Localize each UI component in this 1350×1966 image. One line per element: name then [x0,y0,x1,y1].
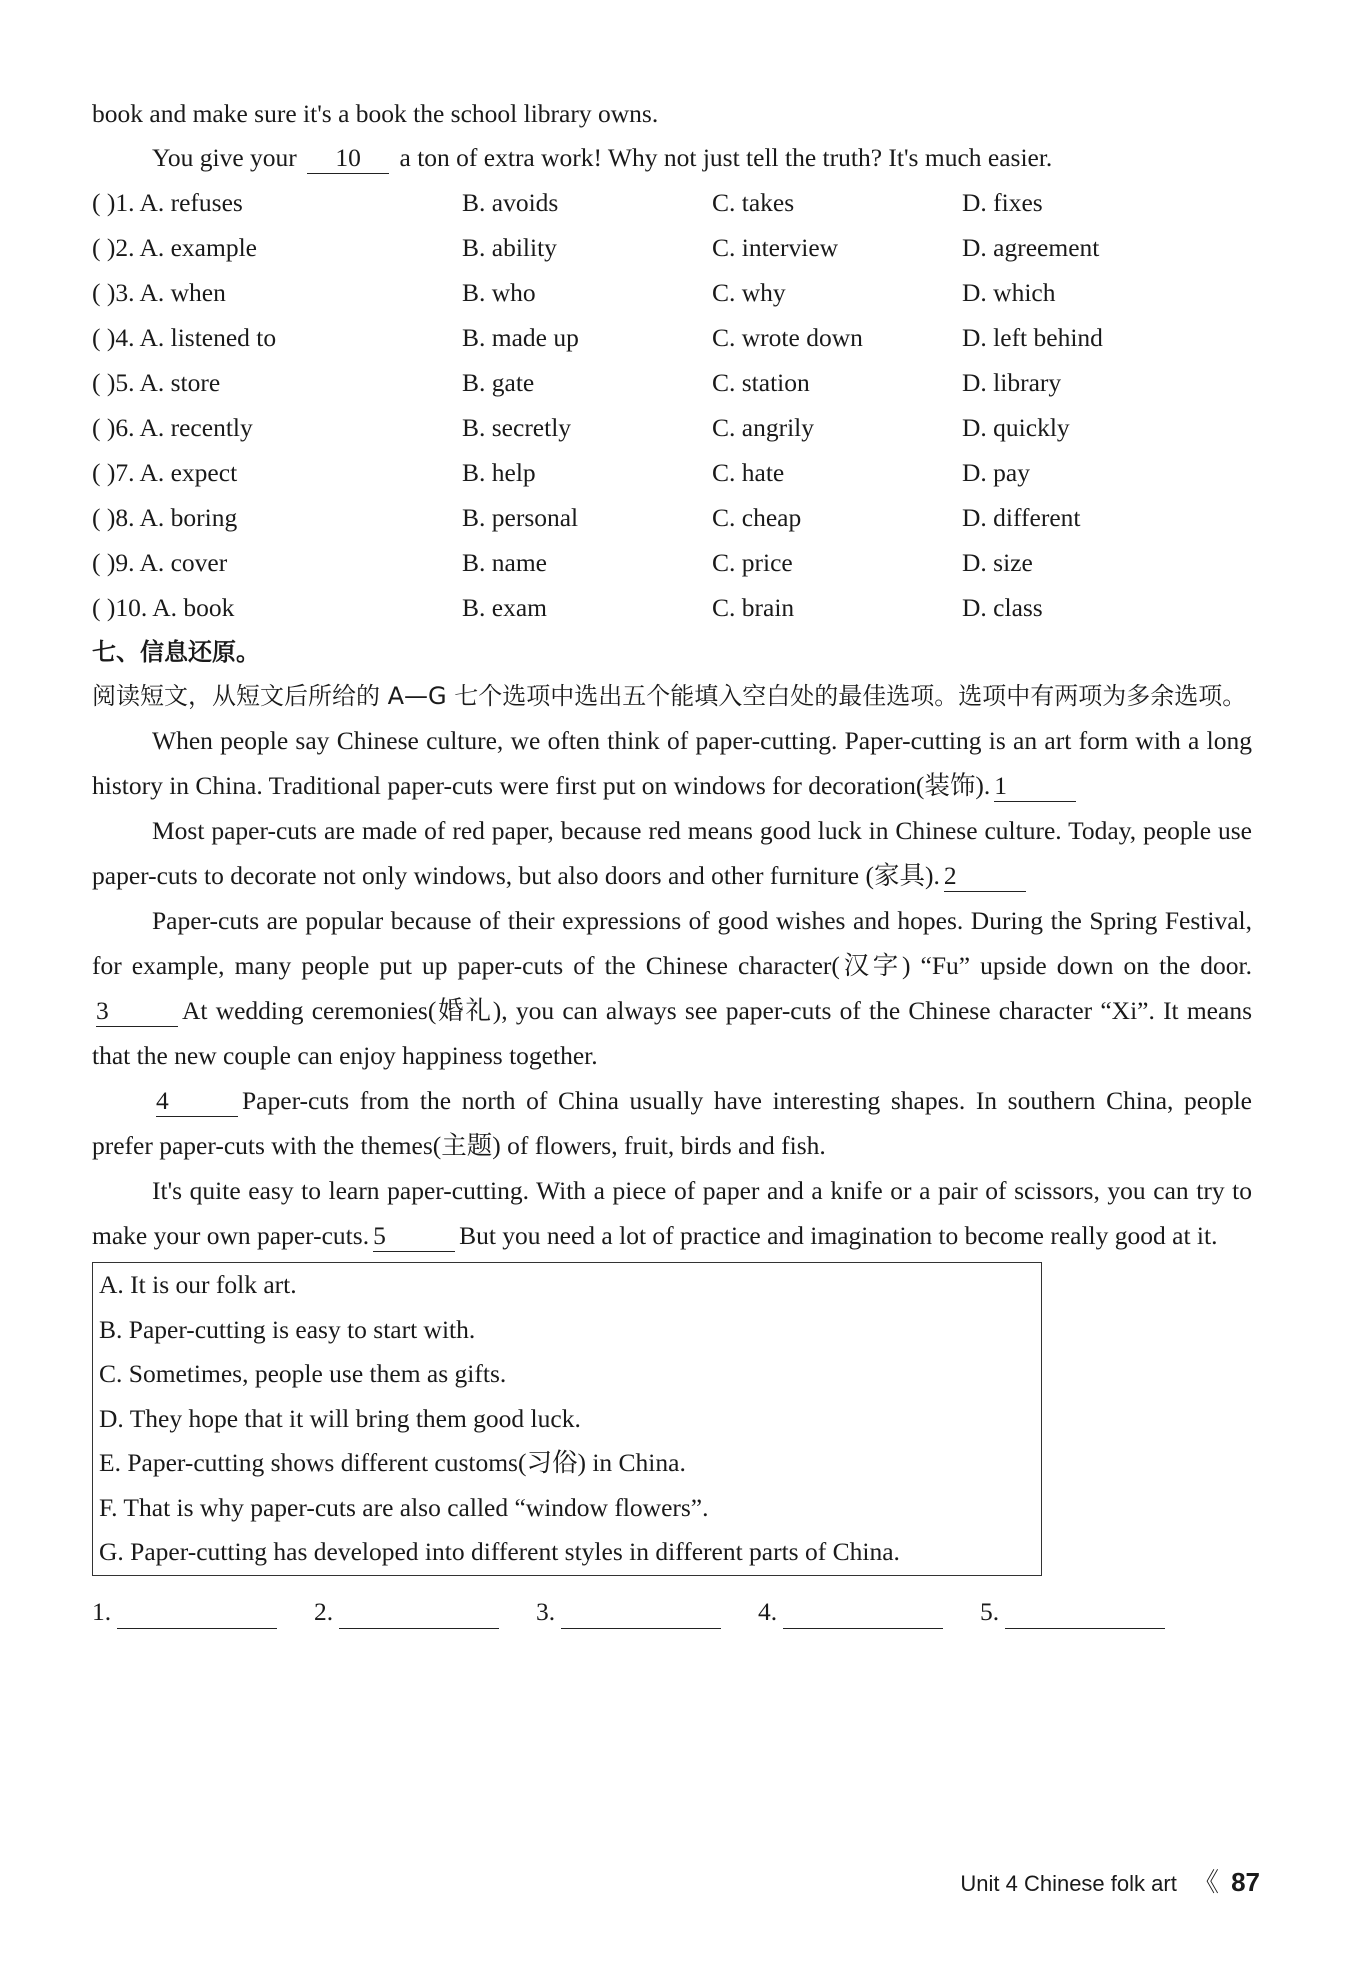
mcq-option-b: B. who [462,278,536,307]
mcq-option-c: C. interview [712,233,839,262]
mcq-row [92,585,1252,630]
passage-paragraph-2 [92,808,1252,898]
mcq-option-d: D. different [962,503,1081,532]
paragraph-text: Paper-cuts from the north of China usually have interesting shapes. In southern China, people prefer paper-cuts with the themes(主题) of flowers, fruit, birds and fish. [92,1086,1252,1160]
blank-3: 3 [96,996,178,1027]
option-c: C. Sometimes, people use them as gifts. [99,1359,507,1388]
mcq-option-d: D. left behind [962,323,1103,352]
intro-line-1: book and make sure it's a book the school library owns. [92,99,659,128]
page-number: 87 [1231,1867,1260,1897]
mcq-option-d: D. which [962,278,1056,307]
mcq-option-b: B. ability [462,233,557,262]
mcq-question: ( )3. A. when [92,278,226,307]
worksheet-page [92,92,1252,1634]
answer-label: 3. [536,1596,556,1626]
answer-label: 1. [92,1596,112,1626]
paragraph-text: But you need a lot of practice and imagination to become really good at it. [459,1221,1218,1250]
double-chevron-left-icon: 《 [1192,1867,1219,1897]
passage-paragraph-1 [92,718,1252,808]
answer-field-3[interactable] [561,1598,721,1629]
paragraph-text: Paper-cuts are popular because of their expressions of good wishes and hopes. During the Spring Festival, for example, many people put up paper-cuts of the Chinese character(汉字) “Fu” upside down on the door. [92,906,1252,980]
option-a: A. It is our folk art. [99,1270,297,1299]
mcq-row [92,540,1252,585]
mcq-option-b: B. made up [462,323,579,352]
answer-field-1[interactable] [117,1598,277,1629]
section-title: 七、信息还原。 [92,638,260,666]
option-g: G. Paper-cutting has developed into different styles in different parts of China. [99,1537,900,1566]
answer-5 [980,1590,1202,1634]
intro-line-2-before: You give your [152,143,297,172]
mcq-question: ( )4. A. listened to [92,323,277,352]
mcq-question: ( )6. A. recently [92,413,253,442]
answer-label: 4. [758,1596,778,1626]
mcq-option-b: B. secretly [462,413,572,442]
intro-line-2-after: a ton of extra work! Why not just tell the truth? It's much easier. [399,143,1053,172]
answer-field-2[interactable] [339,1598,499,1629]
answer-1 [92,1590,314,1634]
blank-5: 5 [373,1221,455,1252]
mcq-option-d: D. pay [962,458,1030,487]
passage-paragraph-5 [92,1168,1252,1258]
paragraph-text: At wedding ceremonies(婚礼), you can always see paper-cuts of the Chinese character “Xi”. It means that the new couple can enjoy happiness together. [92,996,1252,1070]
mcq-option-c: C. why [712,278,786,307]
mcq-option-c: C. station [712,368,810,397]
blank-2: 2 [944,861,1026,892]
answer-field-4[interactable] [783,1598,943,1629]
passage-paragraph-3 [92,898,1252,1078]
mcq-option-c: C. takes [712,188,795,217]
mcq-row [92,225,1252,270]
mcq-option-c: C. cheap [712,503,802,532]
mcq-option-d: D. quickly [962,413,1070,442]
option-e: E. Paper-cutting shows different customs(习俗) in China. [99,1448,686,1477]
footer-unit: Unit 4 [960,1871,1018,1896]
mcq-option-b: B. exam [462,593,547,622]
mcq-option-c: C. wrote down [712,323,863,352]
mcq-row [92,450,1252,495]
mcq-option-d: D. library [962,368,1062,397]
answer-label: 5. [980,1596,1000,1626]
options-box [92,1262,1042,1576]
paragraph-text: It's quite easy to learn paper-cutting. With a piece of paper and a knife or a pair of scissors, you can try to make your own paper-cuts. [92,1176,1252,1250]
answer-field-5[interactable] [1005,1598,1165,1629]
option-b: B. Paper-cutting is easy to start with. [99,1314,476,1344]
mcq-question: ( )8. A. boring [92,503,238,532]
mcq-question: ( )10. A. book [92,593,235,622]
mcq-row [92,495,1252,540]
mcq-option-b: B. name [462,548,547,577]
mcq-row [92,315,1252,360]
mcq-option-b: B. personal [462,503,579,532]
mcq-option-d: D. fixes [962,188,1043,217]
mcq-row [92,405,1252,450]
mcq-option-b: B. avoids [462,188,559,217]
mcq-option-d: D. class [962,593,1043,622]
answer-2 [314,1590,536,1634]
answer-3 [536,1590,758,1634]
mcq-row [92,270,1252,315]
intro-line-2 [92,136,1252,180]
mcq-question: ( )7. A. expect [92,458,238,487]
blank-10: 10 [307,143,389,174]
footer-topic: Chinese folk art [1023,1871,1177,1896]
mcq-option-c: C. price [712,548,793,577]
blank-1: 1 [994,771,1076,802]
page-footer [960,1862,1260,1902]
option-f: F. That is why paper-cuts are also called “window flowers”. [99,1492,709,1522]
mcq-question: ( )1. A. refuses [92,188,243,217]
passage-paragraph-4 [92,1078,1252,1168]
section-instruction: 阅读短文，从短文后所给的 A—G 七个选项中选出五个能填入空白处的最佳选项。选项中有两项为多余选项。 [92,682,1247,710]
mcq-row [92,360,1252,405]
answer-row [92,1590,1252,1634]
paragraph-text: When people say Chinese culture, we often think of paper-cutting. Paper-cutting is an art form with a long history in China. Traditional paper-cuts were first put on windows for decoration(装饰). [92,726,1252,800]
mcq-question: ( )2. A. example [92,233,257,262]
mcq-question: ( )5. A. store [92,368,221,397]
answer-4 [758,1590,980,1634]
mcq-row [92,180,1252,225]
mcq-option-c: C. angrily [712,413,814,442]
blank-4: 4 [156,1086,238,1117]
mcq-option-c: C. brain [712,593,795,622]
mcq-list [92,180,1252,630]
mcq-option-c: C. hate [712,458,785,487]
answer-label: 2. [314,1596,334,1626]
mcq-question: ( )9. A. cover [92,548,228,577]
mcq-option-b: B. help [462,458,536,487]
mcq-option-b: B. gate [462,368,535,397]
option-d: D. They hope that it will bring them good luck. [99,1403,581,1433]
paragraph-text: Most paper-cuts are made of red paper, because red means good luck in Chinese culture. Today, people use paper-cuts to decorate not only windows, but also doors and other furniture (家具). [92,816,1252,890]
mcq-option-d: D. agreement [962,233,1100,262]
mcq-option-d: D. size [962,548,1033,577]
